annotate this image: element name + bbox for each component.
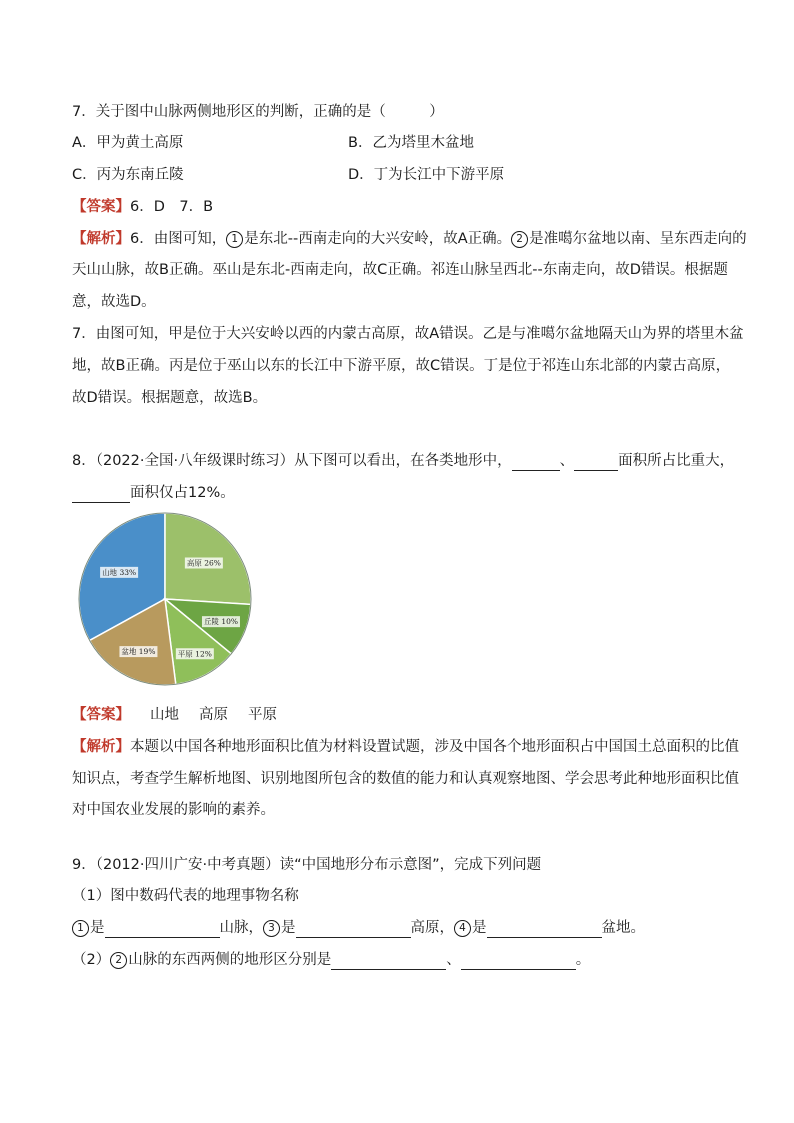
answer-item-3: 平原 bbox=[248, 707, 277, 723]
analysis-text: 6．由图可知， bbox=[130, 231, 227, 247]
terrain-pie-chart bbox=[72, 510, 258, 688]
q8-text: 8．（2022·全国·八年级课时练习）从下图可以看出，在各类地形中， bbox=[72, 453, 512, 469]
pie-slice-label: 丘陵 10% bbox=[203, 617, 239, 627]
q9-part1: （1）图中数码代表的地理事物名称 bbox=[72, 888, 299, 904]
q8-text: 面积仅占12%。 bbox=[130, 485, 235, 501]
analysis-6-line3: 意，故选D。 bbox=[72, 294, 156, 310]
q7-stem: 7．关于图中山脉两侧地形区的判断，正确的是（ ） bbox=[72, 104, 444, 120]
pie-slice-label: 盆地 19% bbox=[121, 647, 156, 657]
q9-text: 高原， bbox=[410, 920, 454, 936]
pie-svg bbox=[72, 510, 258, 688]
analysis-6-line1 bbox=[72, 229, 747, 249]
q9-text: 是 bbox=[472, 920, 487, 936]
q7-option-a: A．甲为黄土高原 bbox=[72, 135, 184, 151]
answer-text: 6．D 7．B bbox=[130, 199, 214, 215]
q9-stem: 9．（2012·四川广安·中考真题）读“中国地形分布示意图”，完成下列问题 bbox=[72, 857, 542, 873]
answer-6-7 bbox=[72, 197, 213, 217]
circled-number-3: 3 bbox=[263, 920, 280, 937]
q9-part2 bbox=[72, 950, 590, 970]
answer-item-2: 高原 bbox=[199, 707, 228, 723]
pie-slice-label: 平原 12% bbox=[177, 649, 212, 659]
q9-blank-2[interactable] bbox=[296, 921, 411, 938]
q9-text: 是 bbox=[281, 920, 296, 936]
analysis-text: 是准噶尔盆地以南、呈东西走向的 bbox=[529, 231, 747, 247]
analysis-7-line3: 故D错误。根据题意，故选B。 bbox=[72, 390, 268, 406]
q8-blank-1[interactable] bbox=[512, 454, 560, 471]
q8-blank-2[interactable] bbox=[574, 454, 618, 471]
analysis-7-line1: 7．由图可知，甲是位于大兴安岭以西的内蒙古高原，故A错误。乙是与准噶尔盆地隔天山为界的塔里木盆 bbox=[72, 326, 744, 342]
circled-number-1: 1 bbox=[72, 920, 89, 937]
analysis-8-line2: 知识点，考查学生解析地图、识别地图所包含的数值的能力和认真观察地图、学会思考此种地形面积比值 bbox=[72, 771, 739, 787]
q8-sep: 、 bbox=[559, 453, 575, 469]
pie-slice-label: 高原 26% bbox=[186, 558, 221, 568]
q9-text: 。 bbox=[575, 952, 591, 968]
q7-option-d: D．丁为长江中下游平原 bbox=[348, 167, 505, 183]
q9-text: 盆地。 bbox=[601, 920, 645, 936]
answer-tag: 【答案】 bbox=[72, 707, 130, 723]
answer-tag: 【答案】 bbox=[72, 199, 130, 215]
q7-option-c: C．丙为东南丘陵 bbox=[72, 167, 184, 183]
q9-text: 山脉的东西两侧的地形区分别是 bbox=[128, 952, 332, 968]
q9-blank-5[interactable] bbox=[461, 953, 576, 970]
analysis-text: 是东北--西南走向的大兴安岭，故A正确。 bbox=[244, 231, 512, 247]
circled-number-2: 2 bbox=[110, 952, 127, 969]
analysis-tag: 【解析】 bbox=[72, 739, 130, 755]
analysis-8-line3: 对中国农业发展的影响的素养。 bbox=[72, 802, 275, 818]
analysis-6-line2: 天山山脉，故B正确。巫山是东北-西南走向，故C正确。祁连山脉呈西北--东南走向，故D错误。根据题 bbox=[72, 262, 728, 278]
q9-blank-1[interactable] bbox=[105, 921, 220, 938]
q8-blank-3[interactable] bbox=[72, 486, 130, 503]
pie-slice-label: 山地 33% bbox=[102, 567, 137, 577]
q9-sep: 、 bbox=[446, 952, 461, 968]
circled-number-1: 1 bbox=[226, 231, 243, 248]
q9-text: 是 bbox=[90, 920, 105, 936]
q9-blank-3[interactable] bbox=[487, 921, 602, 938]
circled-number-4: 4 bbox=[454, 920, 471, 937]
analysis-text: 本题以中国各种地形面积比值为材料设置试题，涉及中国各个地形面积占中国国土总面积的比值 bbox=[130, 739, 739, 755]
q8-stem bbox=[72, 451, 734, 471]
q8-stem-line2 bbox=[72, 483, 235, 503]
analysis-7-line2: 地，故B正确。丙是位于巫山以东的长江中下游平原，故C错误。丁是位于祁连山东北部的内蒙古高原， bbox=[72, 358, 731, 374]
q9-blank-4[interactable] bbox=[331, 953, 446, 970]
analysis-tag: 【解析】 bbox=[72, 231, 130, 247]
answer-item-1: 山地 bbox=[150, 707, 179, 723]
q9-text: （2） bbox=[72, 952, 111, 968]
q9-text: 山脉， bbox=[219, 920, 263, 936]
q8-text: 面积所占比重大， bbox=[618, 453, 735, 469]
circled-number-2: 2 bbox=[511, 231, 528, 248]
answer-8 bbox=[72, 705, 277, 725]
q9-part1-blanks bbox=[72, 918, 645, 938]
analysis-8-line1 bbox=[72, 737, 739, 757]
q7-option-b: B．乙为塔里木盆地 bbox=[348, 135, 474, 151]
